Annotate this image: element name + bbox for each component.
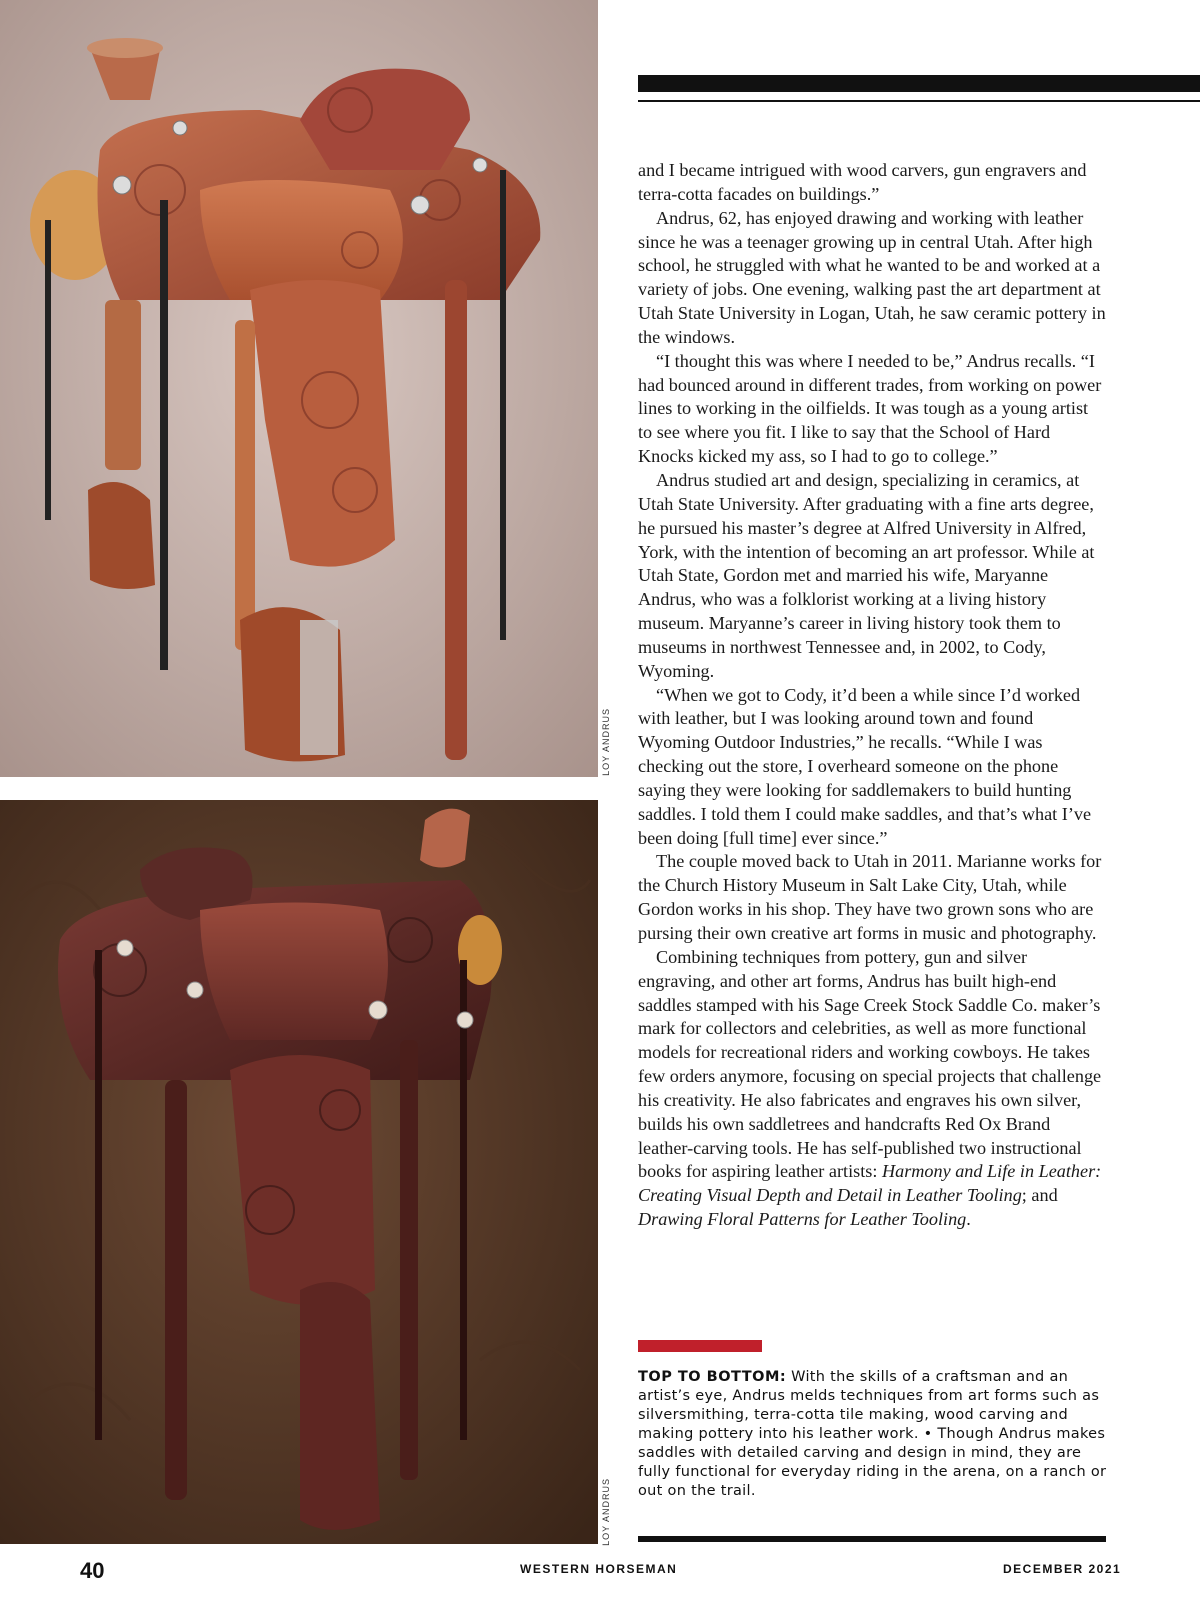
article-paragraph-last — [638, 946, 1106, 1232]
article-text: . — [966, 1209, 971, 1230]
caption-accent-bar — [638, 1340, 762, 1352]
article-paragraph: “When we got to Cody, it’d been a while since I’d worked with leather, but I was looking around town and found Wyoming Outdoor Industries,” he recalls. “While I was checking out the store, I overheard someone on the phone saying they were looking for saddlemakers to build hunting saddles. I told them I could make saddles, and that’s what I’ve been doing [full time] ever since.” — [638, 684, 1092, 848]
article-paragraph: The couple moved back to Utah in 2011. Marianne works for the Church History Museum in Salt Lake City, Utah, while Gordon works in his shop. They have two grown sons who are pursing their own creative art forms in music and photography. — [638, 851, 1102, 943]
article-paragraph: and I became intrigued with wood carvers, gun engravers and terra-cotta facades on buildings.” — [638, 160, 1087, 204]
article-text: Combining techniques from pottery, gun and silver engraving, and other art forms, Andrus has built high-end saddles stamped with his Sage Creek Stock Saddle Co. maker’s mark for collectors and celebrities, as well as more functional models for recreational riders and working cowboys. He takes few orders anymore, focusing on special projects that challenge his creativity. He also fabricates and engraves his own silver, builds his own saddletrees and handcrafts Red Ox Brand leather-carving tools. He has self-published two instructional books for aspiring leather artists: — [638, 946, 1102, 1182]
caption-rule-bottom — [638, 1536, 1106, 1542]
photo-caption — [638, 1368, 1108, 1501]
header-rule-thick — [638, 75, 1200, 92]
photo-saddle-dark — [0, 800, 598, 1544]
book-title-1: Harmony and Life in Leather: Creating Visual Depth and Detail in Leather Tooling — [638, 1161, 1102, 1206]
issue-date: DECEMBER 2021 — [1003, 1562, 1122, 1576]
photo-saddle-light — [0, 0, 598, 777]
photo-credit-top: LOY ANDRUS — [601, 708, 611, 776]
article-body — [638, 159, 1106, 1232]
book-title-2: Drawing Floral Patterns for Leather Tooling — [638, 1209, 967, 1230]
article-text: ; and — [1021, 1185, 1058, 1206]
caption-text: With the skills of a craftsman and an artist’s eye, Andrus melds techniques from art forms such as silversmithing, terra-cotta tile making, wood carving and making pottery into his leather work. • Though Andrus makes saddles with detailed carving and design in mind, they are fully functional for everyday riding in the arena, on a ranch or out on the trail. — [638, 1369, 1107, 1499]
article-paragraph: Andrus studied art and design, specializing in ceramics, at Utah State University. After graduating with a fine arts degree, he pursued his master’s degree at Alfred University in Alfred, York, with the intention of becoming an art professor. While at Utah State, Gordon met and married his wife, Maryanne Andrus, who was a folklorist working at a living history museum. Maryanne’s career in living history took them to museums in northwest Tennessee and, in 2002, to Cody, Wyoming. — [638, 469, 1095, 681]
header-rule-thin — [638, 100, 1200, 102]
magazine-name: WESTERN HORSEMAN — [520, 1562, 678, 1576]
page-number: 40 — [80, 1558, 105, 1583]
photo-credit-bottom: LOY ANDRUS — [601, 1478, 611, 1546]
article-paragraph: Andrus, 62, has enjoyed drawing and working with leather since he was a teenager growing up in central Utah. After high school, he struggled with what he wanted to be and worked at a variety of jobs. One evening, walking past the art department at Utah State University in Logan, Utah, he saw ceramic pottery in the windows. — [638, 207, 1106, 347]
caption-lead: TOP TO BOTTOM: — [638, 1369, 787, 1385]
article-paragraph: “I thought this was where I needed to be,” Andrus recalls. “I had bounced around in different trades, from working on power lines to working in the oilfields. It was tough as a young artist to see where you fit. I like to say that the School of Hard Knocks kicked my ass, so I had to go to college.” — [638, 350, 1102, 467]
